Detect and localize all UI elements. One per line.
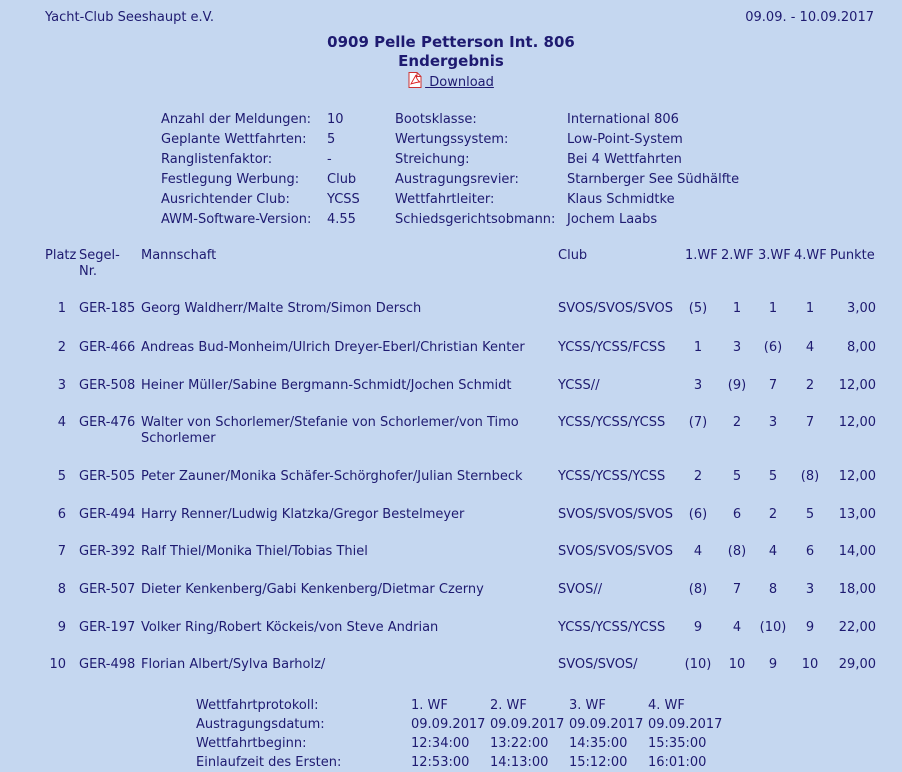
platz-cell: 6 — [57, 507, 66, 522]
club-cell: SVOS/SVOS/SVOS — [558, 507, 673, 522]
download-label: Download — [425, 75, 494, 90]
platz-cell: 10 — [49, 657, 66, 672]
wf4-cell: 6 — [805, 544, 815, 559]
info-label: Anzahl der Meldungen: — [161, 112, 312, 127]
protocol-value: 15:12:00 — [569, 755, 628, 770]
download-area — [0, 72, 902, 92]
punkte-cell: 14,00 — [838, 544, 876, 559]
protocol-value: 12:53:00 — [411, 755, 470, 770]
pdf-icon — [408, 72, 422, 92]
punkte-cell: 22,00 — [838, 620, 876, 635]
results-header — [0, 248, 902, 284]
club-cell: YCSS/YCSS/YCSS — [558, 415, 666, 430]
wf1-cell: 9 — [693, 620, 703, 635]
col-wf3: 3.WF — [758, 248, 791, 263]
protocol-value: 1. WF — [411, 698, 448, 713]
wf3-cell: 5 — [768, 469, 778, 484]
wf3-cell: (6) — [763, 340, 783, 355]
wf1-cell: (6) — [688, 507, 708, 522]
wf2-cell: (9) — [727, 378, 747, 393]
protocol-label: Wettfahrtprotokoll: — [196, 698, 319, 713]
col-wf2: 2.WF — [721, 248, 754, 263]
info-value: Low-Point-System — [567, 132, 683, 147]
wf3-cell: 1 — [768, 301, 778, 316]
segel-nr-cell: GER-507 — [79, 582, 136, 597]
platz-cell: 5 — [57, 469, 66, 484]
wf1-cell: 3 — [693, 378, 703, 393]
protocol-value: 09.09.2017 — [490, 717, 565, 732]
platz-cell: 1 — [57, 301, 66, 316]
platz-cell: 2 — [57, 340, 66, 355]
segel-nr-cell: GER-508 — [79, 378, 136, 393]
club-cell: SVOS/SVOS/SVOS — [558, 301, 673, 316]
wf2-cell: 2 — [732, 415, 742, 430]
club-name: Yacht-Club Seeshaupt e.V. — [45, 10, 215, 25]
wf1-cell: (5) — [688, 301, 708, 316]
protocol-value: 3. WF — [569, 698, 606, 713]
protocol-value: 09.09.2017 — [569, 717, 644, 732]
segel-nr-cell: GER-498 — [79, 657, 136, 672]
punkte-cell: 3,00 — [847, 301, 876, 316]
wf4-cell: 9 — [805, 620, 815, 635]
wf2-cell: 6 — [732, 507, 742, 522]
club-cell: YCSS/YCSS/YCSS — [558, 620, 666, 635]
club-cell: YCSS// — [558, 378, 600, 393]
mannschaft-cell: Florian Albert/Sylva Barholz/ — [141, 657, 326, 672]
wf3-cell: 4 — [768, 544, 778, 559]
platz-cell: 8 — [57, 582, 66, 597]
col-platz: Platz — [45, 248, 77, 263]
punkte-cell: 12,00 — [838, 415, 876, 430]
protocol-value: 13:22:00 — [490, 736, 549, 751]
info-row — [161, 130, 881, 150]
protocol-value: 12:34:00 — [411, 736, 470, 751]
col-punkte: Punkte — [830, 248, 875, 263]
wf4-cell: 4 — [805, 340, 815, 355]
protocol-label: Einlaufzeit des Ersten: — [196, 755, 342, 770]
club-cell: SVOS/SVOS/ — [558, 657, 638, 672]
segel-nr-cell: GER-494 — [79, 507, 136, 522]
wf4-cell: 2 — [805, 378, 815, 393]
mannschaft-cell: Dieter Kenkenberg/Gabi Kenkenberg/Dietmar Czerny — [141, 582, 484, 597]
info-value: 4.55 — [327, 212, 356, 227]
info-value: YCSS — [327, 192, 360, 207]
info-value: 10 — [327, 112, 344, 127]
punkte-cell: 12,00 — [838, 378, 876, 393]
segel-nr-cell: GER-392 — [79, 544, 136, 559]
wf4-cell: (8) — [800, 469, 820, 484]
wf4-cell: 10 — [801, 657, 819, 672]
protocol-row — [0, 696, 902, 715]
event-dates: 09.09. - 10.09.2017 — [745, 10, 874, 25]
platz-cell: 3 — [57, 378, 66, 393]
protocol-value: 09.09.2017 — [648, 717, 723, 732]
col-wf4: 4.WF — [794, 248, 827, 263]
wf3-cell: 8 — [768, 582, 778, 597]
mannschaft-cell: Peter Zauner/Monika Schäfer-Schörghofer/Julian Sternbeck — [141, 469, 523, 484]
wf2-cell: (8) — [727, 544, 747, 559]
punkte-cell: 13,00 — [838, 507, 876, 522]
col-segel-nr: Nr. — [79, 264, 98, 279]
mannschaft-cell: Walter von Schorlemer/Stefanie von Schorlemer/von Timo Schorlemer — [141, 415, 519, 446]
info-label: Wertungssystem: — [395, 132, 509, 147]
protocol-label: Austragungsdatum: — [196, 717, 325, 732]
info-row — [161, 170, 881, 190]
wf2-cell: 4 — [732, 620, 742, 635]
club-cell: SVOS/SVOS/SVOS — [558, 544, 673, 559]
info-value: - — [327, 152, 332, 167]
wf1-cell: (10) — [684, 657, 712, 672]
mannschaft-cell: Harry Renner/Ludwig Klatzka/Gregor Bestelmeyer — [141, 507, 465, 522]
protocol-label: Wettfahrtbeginn: — [196, 736, 307, 751]
download-link[interactable] — [408, 75, 494, 90]
club-cell: YCSS/YCSS/FCSS — [558, 340, 666, 355]
wf3-cell: (10) — [759, 620, 787, 635]
protocol-row — [0, 715, 902, 734]
info-value: International 806 — [567, 112, 679, 127]
info-value: 5 — [327, 132, 336, 147]
protocol-value: 2. WF — [490, 698, 527, 713]
mannschaft-cell: Volker Ring/Robert Köckeis/von Steve Andrian — [141, 620, 439, 635]
punkte-cell: 18,00 — [838, 582, 876, 597]
col-wf1: 1.WF — [685, 248, 718, 263]
col-mannschaft: Mannschaft — [141, 248, 217, 263]
punkte-cell: 12,00 — [838, 469, 876, 484]
wf3-cell: 3 — [768, 415, 778, 430]
info-label: Ausrichtender Club: — [161, 192, 290, 207]
info-value: Jochem Laabs — [567, 212, 658, 227]
info-row — [161, 190, 881, 210]
segel-nr-cell: GER-197 — [79, 620, 136, 635]
info-row — [161, 210, 881, 230]
protocol-value: 4. WF — [648, 698, 685, 713]
info-value: Club — [327, 172, 357, 187]
protocol-value: 14:35:00 — [569, 736, 628, 751]
wf2-cell: 3 — [732, 340, 742, 355]
info-label: Geplante Wettfahrten: — [161, 132, 307, 147]
info-value: Klaus Schmidtke — [567, 192, 675, 207]
mannschaft-cell: Ralf Thiel/Monika Thiel/Tobias Thiel — [141, 544, 368, 559]
segel-nr-cell: GER-476 — [79, 415, 136, 430]
protocol-value: 09.09.2017 — [411, 717, 486, 732]
wf4-cell: 3 — [805, 582, 815, 597]
platz-cell: 7 — [57, 544, 66, 559]
wf2-cell: 5 — [732, 469, 742, 484]
segel-nr-cell: GER-505 — [79, 469, 136, 484]
protocol-value: 15:35:00 — [648, 736, 707, 751]
info-value: Starnberger See Südhälfte — [567, 172, 740, 187]
wf4-cell: 7 — [805, 415, 815, 430]
wf4-cell: 1 — [805, 301, 815, 316]
wf3-cell: 9 — [768, 657, 778, 672]
protocol-row — [0, 734, 902, 753]
wf2-cell: 10 — [728, 657, 746, 672]
col-segel: Segel- — [79, 248, 120, 263]
info-row — [161, 150, 881, 170]
info-label: Streichung: — [395, 152, 470, 167]
info-label: Bootsklasse: — [395, 112, 477, 127]
protocol-row — [0, 753, 902, 772]
info-value: Bei 4 Wettfahrten — [567, 152, 682, 167]
col-club: Club — [558, 248, 588, 263]
segel-nr-cell: GER-185 — [79, 301, 136, 316]
wf4-cell: 5 — [805, 507, 815, 522]
platz-cell: 4 — [57, 415, 66, 430]
info-label: Wettfahrtleiter: — [395, 192, 495, 207]
result-subtitle: Endergebnis — [398, 52, 504, 70]
protocol-value: 14:13:00 — [490, 755, 549, 770]
page-title — [0, 33, 902, 71]
wf3-cell: 7 — [768, 378, 778, 393]
race-protocol — [0, 696, 902, 772]
wf3-cell: 2 — [768, 507, 778, 522]
protocol-value: 16:01:00 — [648, 755, 707, 770]
wf2-cell: 7 — [732, 582, 742, 597]
platz-cell: 9 — [57, 620, 66, 635]
mannschaft-cell: Heiner Müller/Sabine Bergmann-Schmidt/Jochen Schmidt — [141, 378, 512, 393]
info-label: Ranglistenfaktor: — [161, 152, 273, 167]
wf1-cell: (7) — [688, 415, 708, 430]
punkte-cell: 8,00 — [847, 340, 876, 355]
club-cell: YCSS/YCSS/YCSS — [558, 469, 666, 484]
info-label: Austragungsrevier: — [395, 172, 519, 187]
wf1-cell: 4 — [693, 544, 703, 559]
event-title: 0909 Pelle Petterson Int. 806 — [327, 33, 575, 51]
mannschaft-cell: Andreas Bud-Monheim/Ulrich Dreyer-Eberl/Christian Kenter — [141, 340, 525, 355]
wf1-cell: 2 — [693, 469, 703, 484]
segel-nr-cell: GER-466 — [79, 340, 136, 355]
club-cell: SVOS// — [558, 582, 603, 597]
event-info — [161, 110, 881, 230]
wf1-cell: 1 — [693, 340, 703, 355]
mannschaft-cell: Georg Waldherr/Malte Strom/Simon Dersch — [141, 301, 422, 316]
info-label: AWM-Software-Version: — [161, 212, 312, 227]
wf2-cell: 1 — [732, 301, 742, 316]
info-label: Festlegung Werbung: — [161, 172, 300, 187]
info-label: Schiedsgerichtsobmann: — [395, 212, 556, 227]
info-row — [161, 110, 881, 130]
punkte-cell: 29,00 — [838, 657, 876, 672]
wf1-cell: (8) — [688, 582, 708, 597]
